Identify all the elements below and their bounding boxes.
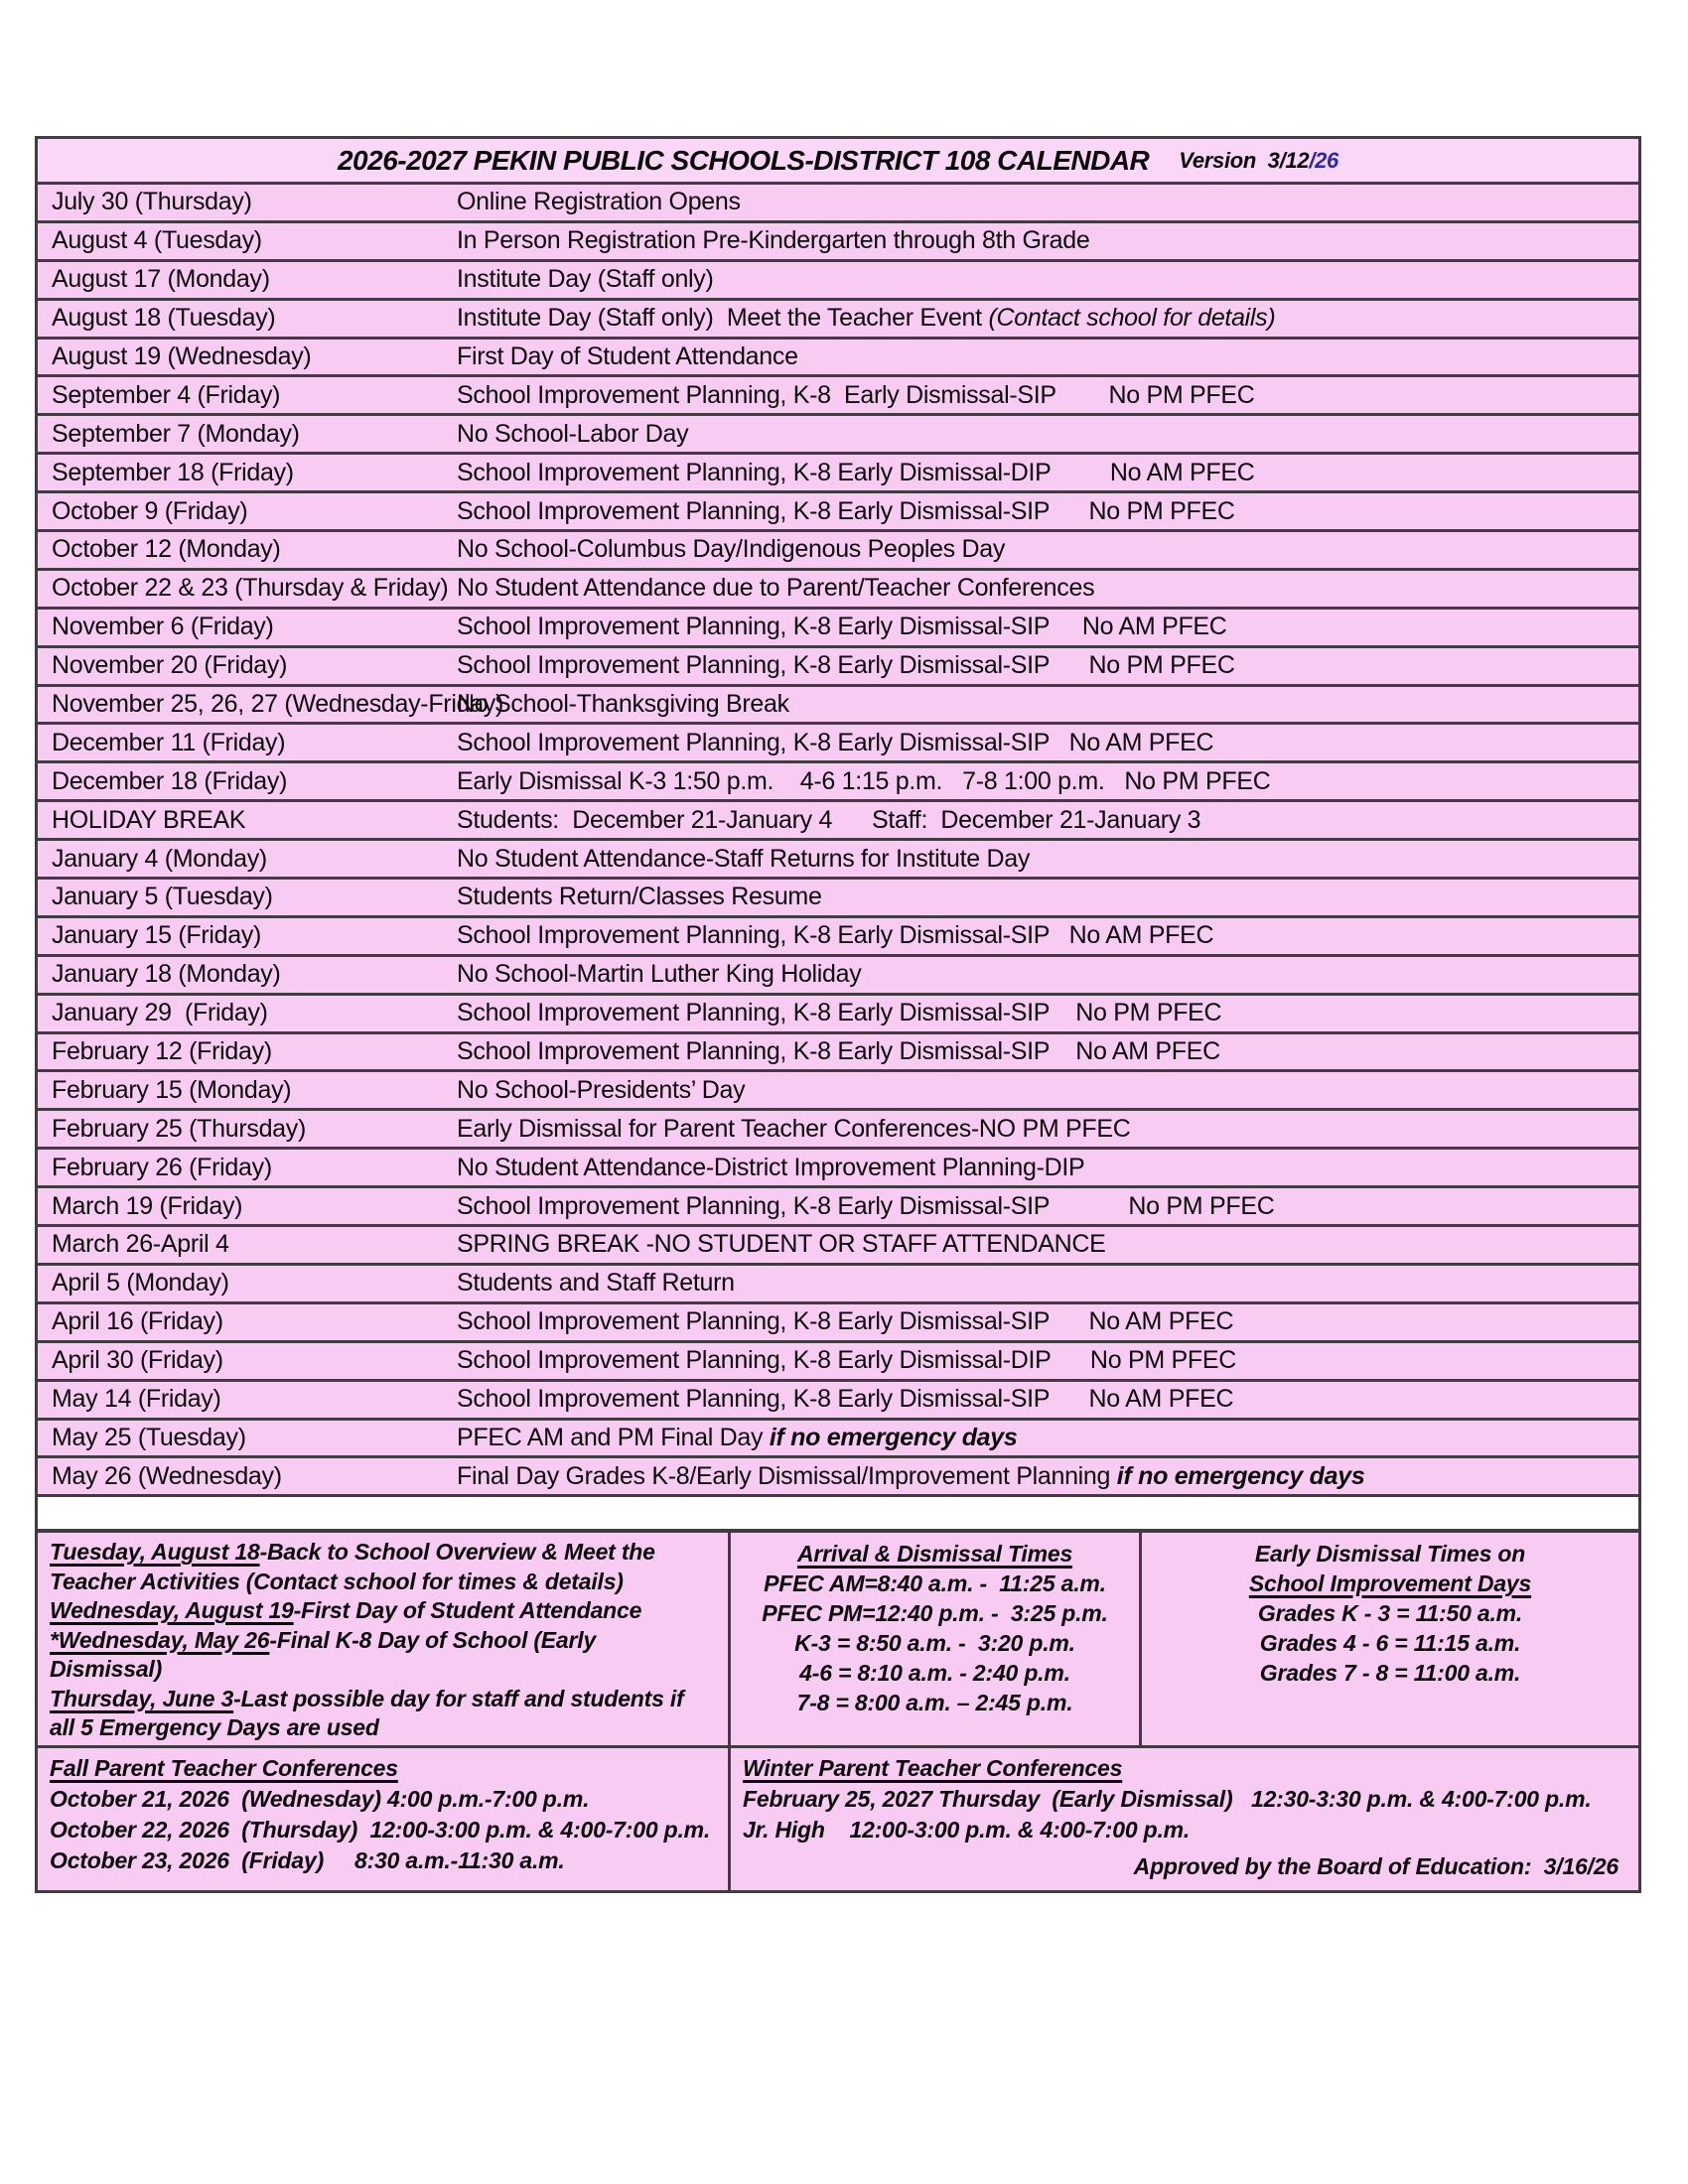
row-event: No School-Presidents’ Day	[457, 1075, 746, 1104]
row-date: January 18 (Monday)	[52, 960, 281, 989]
key-date-underlined: Tuesday, August 18	[50, 1539, 260, 1565]
early-dismissal-title-underline: School Improvement Days	[1248, 1570, 1532, 1596]
row-event-emphasis-note: if no emergency days	[1116, 1461, 1365, 1490]
calendar-row	[38, 182, 1638, 220]
early-dismissal-line: Grades 7 - 8 = 11:00 a.m.	[1259, 1660, 1521, 1686]
fall-conference-line: October 22, 2026 (Thursday) 12:00-3:00 p.m. & 4:00-7:00 p.m.	[50, 1817, 711, 1843]
fall-conference-line: October 21, 2026 (Wednesday) 4:00 p.m.-7:00 p.m.	[50, 1786, 590, 1812]
winter-conferences-title: Winter Parent Teacher Conferences	[743, 1755, 1123, 1781]
early-dismissal-title-top: Early Dismissal Times on	[1254, 1541, 1526, 1567]
row-date: December 18 (Friday)	[52, 766, 288, 795]
row-event: SPRING BREAK -NO STUDENT OR STAFF ATTENDANCE	[457, 1230, 1106, 1259]
calendar-row	[38, 1340, 1638, 1379]
calendar-row	[38, 259, 1638, 298]
calendar-row	[38, 374, 1638, 413]
row-date: February 25 (Thursday)	[52, 1114, 306, 1143]
calendar-row	[38, 993, 1638, 1031]
calendar-row	[38, 490, 1638, 529]
arrival-dismissal-box	[728, 1533, 1139, 1745]
winter-conference-line: Jr. High 12:00-3:00 p.m. & 4:00-7:00 p.m.	[743, 1817, 1191, 1843]
calendar-row	[38, 1418, 1638, 1456]
key-date-line: Thursday, June 3-Last possible day for staff and students if all 5 Emergency Days are used	[50, 1685, 684, 1740]
row-date: September 7 (Monday)	[52, 419, 300, 448]
row-event: In Person Registration Pre-Kindergarten through 8th Grade	[457, 226, 1090, 255]
row-date: August 4 (Tuesday)	[52, 226, 262, 255]
calendar-title: 2026-2027 PEKIN PUBLIC SCHOOLS-DISTRICT 108 CALENDAR	[337, 144, 1150, 176]
key-date-underlined: Thursday, June 3	[50, 1685, 234, 1711]
info-row-times	[38, 1533, 1638, 1745]
calendar-row	[38, 1108, 1638, 1147]
row-event: Institute Day (Staff only) Meet the Teacher Event (Contact school for details)	[457, 304, 1276, 333]
early-dismissal-lines	[1142, 1598, 1638, 1688]
row-date: November 25, 26, 27 (Wednesday-Friday)	[52, 690, 504, 719]
row-event: School Improvement Planning, K-8 Early Dismissal-SIP No PM PFEC	[457, 651, 1235, 680]
calendar-row	[38, 607, 1638, 645]
calendar-row	[38, 1379, 1638, 1418]
row-event: School Improvement Planning, K-8 Early Dismissal-SIP No AM PFEC	[457, 1037, 1220, 1066]
calendar-row	[38, 1069, 1638, 1108]
calendar-rows	[38, 182, 1638, 1494]
row-date: April 30 (Friday)	[52, 1346, 223, 1375]
calendar-row	[38, 1031, 1638, 1070]
key-date-underlined: *Wednesday, May 26	[50, 1626, 270, 1653]
row-event: Students and Staff Return	[457, 1269, 735, 1297]
fall-conference-line: October 23, 2026 (Friday) 8:30 a.m.-11:30 a.m.	[50, 1847, 565, 1873]
winter-conferences-lines	[743, 1784, 1624, 1845]
key-date-line: *Wednesday, May 26-Final K-8 Day of School (Early Dismissal)	[50, 1626, 597, 1682]
key-date-underlined: Wednesday, August 19	[50, 1597, 294, 1623]
row-event: PFEC AM and PM Final Day if no emergency days	[457, 1423, 1018, 1451]
row-event: No School-Labor Day	[457, 419, 689, 448]
row-event-emphasis-note: if no emergency days	[769, 1423, 1018, 1451]
version-label: Version 3/12	[1179, 147, 1310, 173]
row-date: November 20 (Friday)	[52, 651, 288, 680]
calendar-row	[38, 645, 1638, 684]
row-date: May 26 (Wednesday)	[52, 1461, 282, 1490]
calendar-row	[38, 220, 1638, 259]
key-date-line: Tuesday, August 18-Back to School Overview & Meet the Teacher Activities (Contact school for times & details)	[50, 1539, 655, 1594]
calendar-title-row	[38, 139, 1638, 182]
key-dates-box	[38, 1533, 728, 1745]
row-event: Final Day Grades K-8/Early Dismissal/Improvement Planning if no emergency days	[457, 1461, 1365, 1490]
row-event: School Improvement Planning, K-8 Early Dismissal-DIP No AM PFEC	[457, 458, 1255, 486]
calendar-row	[38, 954, 1638, 993]
fall-conferences-box	[38, 1748, 728, 1890]
row-date: January 15 (Friday)	[52, 921, 262, 950]
row-date: May 25 (Tuesday)	[52, 1423, 246, 1451]
row-event: Early Dismissal for Parent Teacher Conferences-NO PM PFEC	[457, 1114, 1131, 1143]
row-date: February 15 (Monday)	[52, 1075, 292, 1104]
calendar-table	[35, 136, 1641, 1532]
calendar-row	[38, 760, 1638, 799]
row-date: September 4 (Friday)	[52, 380, 281, 409]
arrival-dismissal-lines	[731, 1569, 1139, 1717]
arrival-time-line: PFEC PM=12:40 p.m. - 3:25 p.m.	[762, 1600, 1108, 1626]
row-event: No School-Martin Luther King Holiday	[457, 960, 862, 989]
row-event: School Improvement Planning, K-8 Early Dismissal-SIP No AM PFEC	[457, 728, 1214, 756]
row-event: Online Registration Opens	[457, 188, 741, 216]
winter-conferences-box	[728, 1748, 1638, 1890]
calendar-row	[38, 799, 1638, 838]
row-event: School Improvement Planning, K-8 Early Dismissal-SIP No AM PFEC	[457, 613, 1227, 641]
calendar-row	[38, 529, 1638, 568]
row-event: No Student Attendance-Staff Returns for Institute Day	[457, 844, 1031, 873]
approved-note: Approved by the Board of Education: 3/16/26	[1133, 1853, 1618, 1879]
calendar-row	[38, 1263, 1638, 1301]
spacer-row	[38, 1494, 1638, 1529]
arrival-time-line: 7-8 = 8:00 a.m. – 2:45 p.m.	[796, 1690, 1073, 1715]
calendar-row	[38, 1185, 1638, 1224]
arrival-time-line: PFEC AM=8:40 a.m. - 11:25 a.m.	[764, 1570, 1106, 1596]
row-date: March 26-April 4	[52, 1230, 229, 1259]
row-date: April 16 (Friday)	[52, 1307, 223, 1336]
winter-conference-line: February 25, 2027 Thursday (Early Dismissal) 12:30-3:30 p.m. & 4:00-7:00 p.m.	[743, 1786, 1592, 1812]
row-date: January 29 (Friday)	[52, 999, 268, 1027]
early-dismissal-line: Grades K - 3 = 11:50 a.m.	[1257, 1600, 1523, 1626]
row-date: January 5 (Tuesday)	[52, 883, 273, 911]
row-date: February 12 (Friday)	[52, 1037, 272, 1066]
row-event: School Improvement Planning, K-8 Early Dismissal-DIP No PM PFEC	[457, 1346, 1236, 1375]
row-event: No School-Thanksgiving Break	[457, 690, 789, 719]
fall-conferences-title: Fall Parent Teacher Conferences	[50, 1755, 398, 1781]
calendar-row	[38, 877, 1638, 915]
calendar-row	[38, 1301, 1638, 1340]
row-event: First Day of Student Attendance	[457, 342, 798, 370]
row-date: August 17 (Monday)	[52, 265, 270, 294]
key-date-line: Wednesday, August 19-First Day of Student Attendance	[50, 1597, 642, 1623]
row-event: No Student Attendance due to Parent/Teacher Conferences	[457, 574, 1095, 603]
row-date: September 18 (Friday)	[52, 458, 294, 486]
row-date: January 4 (Monday)	[52, 844, 267, 873]
row-event: School Improvement Planning, K-8 Early Dismissal-SIP No AM PFEC	[457, 1307, 1234, 1336]
calendar-row	[38, 1455, 1638, 1494]
row-date: May 14 (Friday)	[52, 1385, 221, 1414]
row-date: October 22 & 23 (Thursday & Friday)	[52, 574, 449, 603]
arrival-time-line: 4-6 = 8:10 a.m. - 2:40 p.m.	[799, 1660, 1070, 1686]
calendar-row	[38, 337, 1638, 375]
row-date: July 30 (Thursday)	[52, 188, 252, 216]
row-event: Institute Day (Staff only)	[457, 265, 714, 294]
row-event: Students: December 21-January 4 Staff: December 21-January 3	[457, 805, 1201, 834]
row-event: School Improvement Planning, K-8 Early Dismissal-SIP No PM PFEC	[457, 1191, 1275, 1220]
calendar-row	[38, 298, 1638, 337]
calendar-row	[38, 1147, 1638, 1185]
row-date: November 6 (Friday)	[52, 613, 274, 641]
version-year: /26	[1309, 147, 1338, 173]
calendar-row	[38, 838, 1638, 877]
row-date: HOLIDAY BREAK	[52, 805, 246, 834]
calendar-version	[1179, 148, 1338, 174]
row-date: October 12 (Monday)	[52, 535, 281, 564]
info-row-conferences	[38, 1745, 1638, 1890]
row-event: No Student Attendance-District Improvement Planning-DIP	[457, 1153, 1085, 1181]
row-event: School Improvement Planning, K-8 Early Dismissal-SIP No AM PFEC	[457, 921, 1214, 950]
row-event: School Improvement Planning, K-8 Early Dismissal-SIP No PM PFEC	[457, 380, 1255, 409]
early-dismissal-line: Grades 4 - 6 = 11:15 a.m.	[1259, 1630, 1521, 1656]
row-date: August 19 (Wednesday)	[52, 342, 312, 370]
key-date-line	[50, 1743, 714, 1746]
row-event: No School-Columbus Day/Indigenous Peoples Day	[457, 535, 1006, 564]
arrival-dismissal-title: Arrival & Dismissal Times	[796, 1541, 1073, 1567]
early-dismissal-box	[1139, 1533, 1638, 1745]
row-event-italic-note: (Contact school for details)	[988, 304, 1276, 333]
row-date: August 18 (Tuesday)	[52, 304, 276, 333]
row-date: March 19 (Friday)	[52, 1191, 243, 1220]
row-event: School Improvement Planning, K-8 Early Dismissal-SIP No AM PFEC	[457, 1385, 1234, 1414]
row-date: December 11 (Friday)	[52, 728, 286, 756]
row-event: Students Return/Classes Resume	[457, 883, 822, 911]
calendar-row	[38, 722, 1638, 760]
calendar-row	[38, 684, 1638, 723]
calendar-row	[38, 413, 1638, 452]
fall-conferences-lines	[50, 1784, 714, 1876]
calendar-row	[38, 452, 1638, 490]
row-date: April 5 (Monday)	[52, 1269, 229, 1297]
calendar-row	[38, 1224, 1638, 1263]
calendar-row	[38, 568, 1638, 607]
row-event: School Improvement Planning, K-8 Early Dismissal-SIP No PM PFEC	[457, 999, 1222, 1027]
info-table	[35, 1530, 1641, 1893]
row-date: October 9 (Friday)	[52, 496, 248, 525]
row-event: Early Dismissal K-3 1:50 p.m. 4-6 1:15 p.m. 7-8 1:00 p.m. No PM PFEC	[457, 766, 1271, 795]
row-event: School Improvement Planning, K-8 Early Dismissal-SIP No PM PFEC	[457, 496, 1235, 525]
arrival-time-line: K-3 = 8:50 a.m. - 3:20 p.m.	[794, 1630, 1075, 1656]
calendar-row	[38, 915, 1638, 954]
row-date: February 26 (Friday)	[52, 1153, 272, 1181]
